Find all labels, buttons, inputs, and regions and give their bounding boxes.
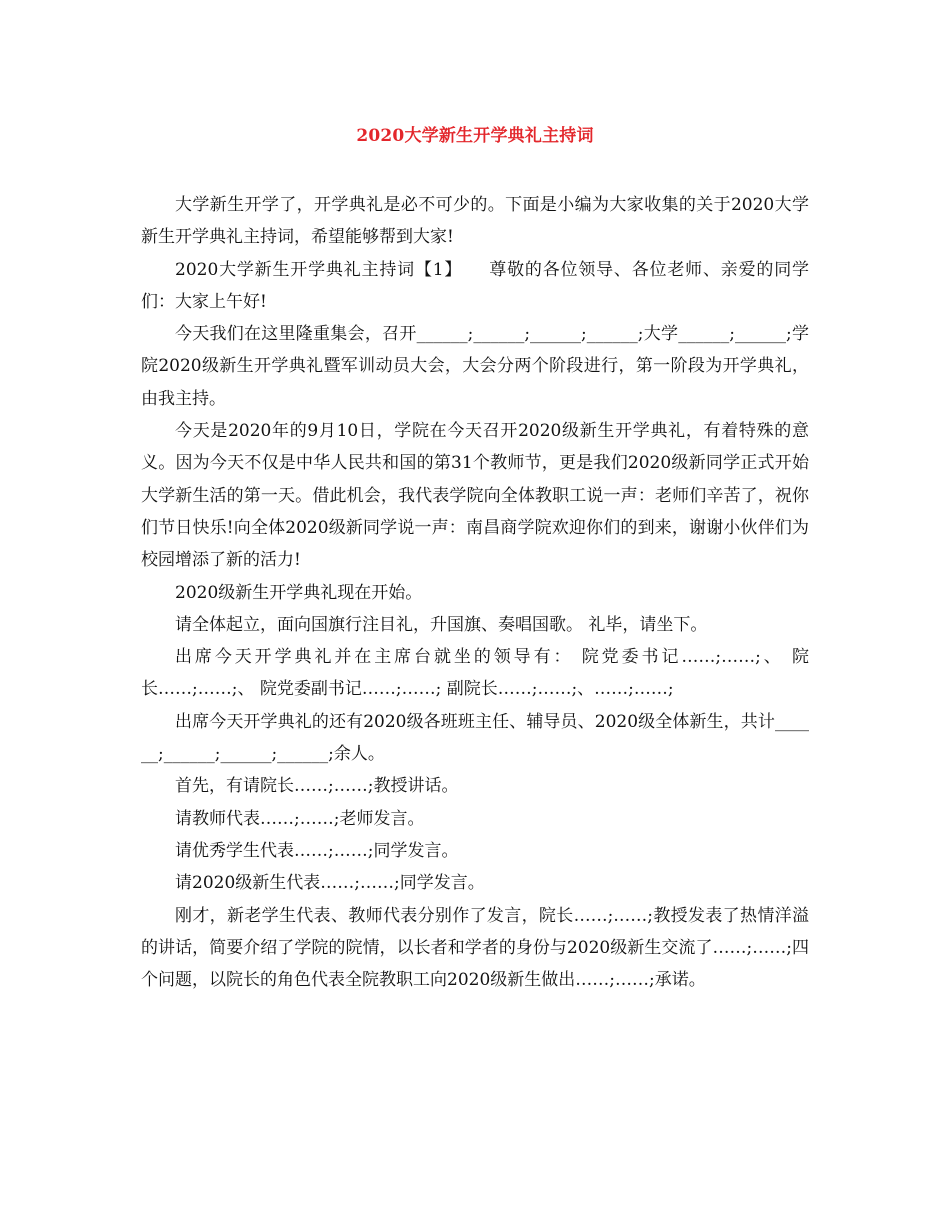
paragraph-greeting: 2020大学新生开学典礼主持词【1】 尊敬的各位领导、各位老师、亲爱的同学们：大家上午好! bbox=[141, 259, 809, 312]
paragraph-intro: 大学新生开学了，开学典礼是必不可少的。下面是小编为大家收集的关于2020大学新生开学典礼主持词，希望能够帮到大家! bbox=[141, 195, 809, 248]
paragraph-teacher-rep: 请教师代表……;……;老师发言。 bbox=[175, 808, 425, 829]
paragraph-president-speech: 首先，有请院长……;……;教授讲话。 bbox=[175, 776, 459, 797]
paragraph-start: 2020级新生开学典礼现在开始。 bbox=[175, 582, 423, 603]
paragraph-opening: 今天我们在这里隆重集会，召开______;______;______;______;大学______;______;学院2020级新生开学典礼暨军训动员大会，大会分两个阶段进行，第一阶段为开学典礼，由我主持。 bbox=[141, 324, 809, 409]
paragraph-student-rep: 请优秀学生代表……;……;同学发言。 bbox=[175, 840, 459, 861]
paragraph-leaders: 出席今天开学典礼并在主席台就坐的领导有： 院党委书记……;……;、 院长……;……;、 院党委副书记……;……; 副院长……;……;、……;……; bbox=[141, 647, 809, 700]
paragraph-freshman-rep: 请2020级新生代表……;……;同学发言。 bbox=[175, 873, 485, 894]
document-title: 2020大学新生开学典礼主持词 bbox=[356, 126, 594, 146]
document-body bbox=[141, 189, 809, 996]
paragraph-significance: 今天是2020年的9月10日，学院在今天召开2020级新生开学典礼，有着特殊的意义。因为今天不仅是中华人民共和国的第31个教师节，更是我们2020级新同学正式开始大学新生活的第一天。借此机会，我代表学院向全体教职工说一声：老师们辛苦了，祝你们节日快乐!向全体2020级新同学说一声：南昌商学院欢迎你们的到来，谢谢小伙伴们为校园增添了新的活力! bbox=[141, 421, 809, 571]
paragraph-summary: 刚才，新老学生代表、教师代表分别作了发言，院长……;……;教授发表了热情洋溢的讲话，简要介绍了学院的院情，以长者和学者的身份与2020级新生交流了……;……;四个问题，以院长的角色代表全院教职工向2020级新生做出……;……;承诺。 bbox=[141, 905, 809, 991]
paragraph-attendees: 出席今天开学典礼的还有2020级各班班主任、辅导员、2020级全体新生，共计______;______;______;______;余人。 bbox=[141, 711, 809, 765]
paragraph-anthem: 请全体起立，面向国旗行注目礼，升国旗、奏唱国歌。 礼毕，请坐下。 bbox=[175, 614, 708, 635]
